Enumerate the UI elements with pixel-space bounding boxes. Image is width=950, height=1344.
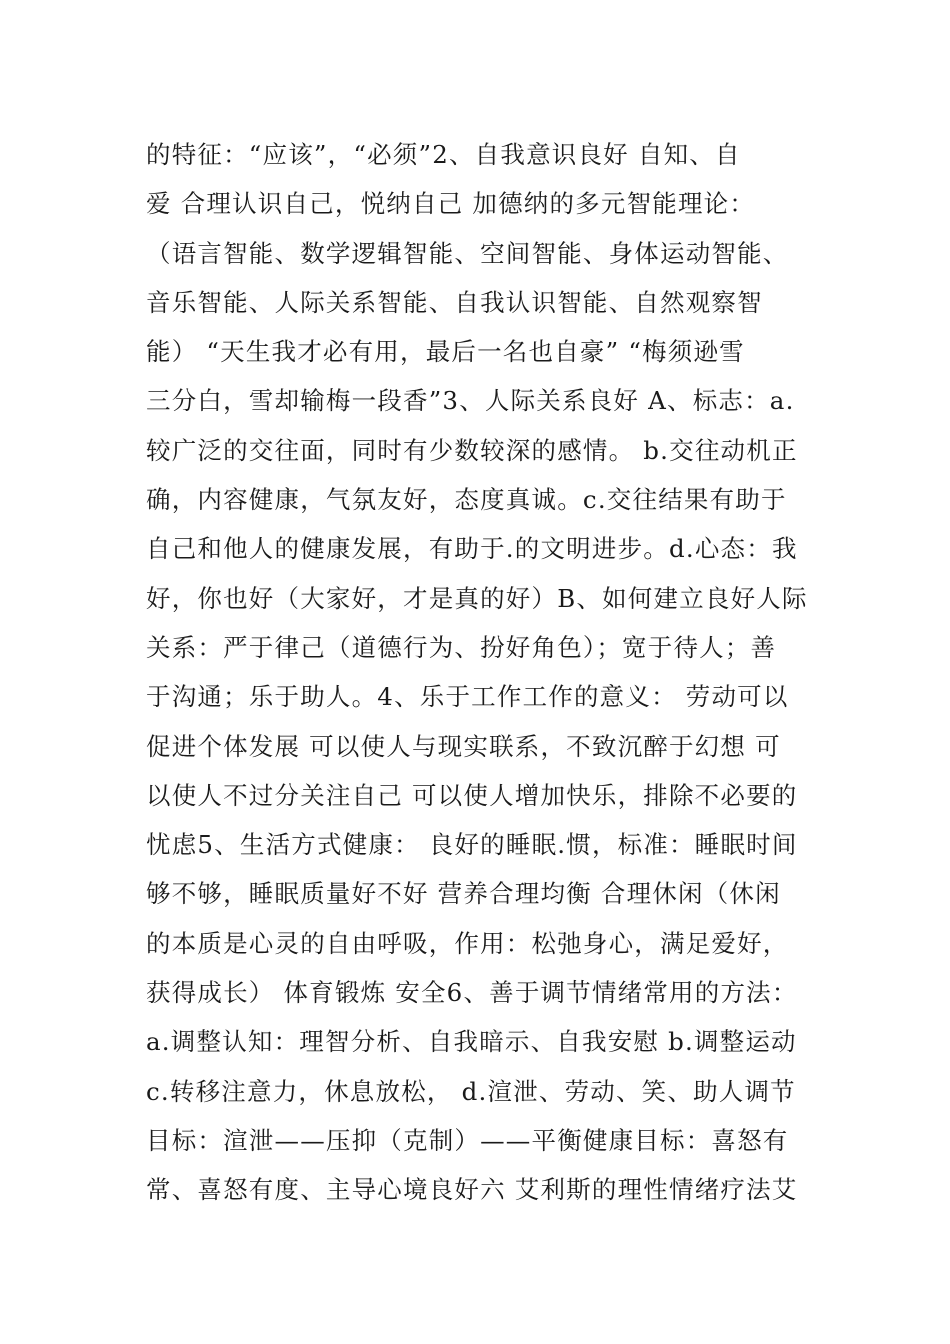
text-line: 确，内容健康，气氛友好，态度真诚。c.交往结果有助于 <box>146 485 787 515</box>
text-line: 音乐智能、人际关系智能、自我认识智能、自然观察智 <box>146 287 763 317</box>
text-line: 三分白，雪却输梅一段香”3、人际关系良好 A、标志：a. <box>146 386 795 416</box>
text-line: 常、喜怒有度、主导心境良好六 艾利斯的理性情绪疗法艾 <box>146 1175 798 1205</box>
text-line: 的特征：“应该”，“必须”2、自我意识良好 自知、自 <box>146 140 741 169</box>
text-line: 以使人不过分关注自己 可以使人增加快乐，排除不必要的 <box>146 780 798 810</box>
text-line: 自己和他人的健康发展，有助于.的文明进步。d.心态：我 <box>146 534 798 564</box>
text-line: 于沟通；乐于助人。4、乐于工作工作的意义： 劳动可以 <box>146 682 789 712</box>
text-line: 能） “天生我才必有用，最后一名也自豪” “梅须逊雪 <box>146 337 745 367</box>
text-line: c.转移注意力，休息放松， d.渲泄、劳动、笑、助人调节 <box>146 1076 796 1106</box>
text-line: 关系：严于律己（道德行为、扮好角色）；宽于待人；善 <box>146 632 777 662</box>
text-line: 获得成长） 体育锻炼 安全6、善于调节情绪常用的方法： <box>146 978 798 1008</box>
text-line: 爱 合理认识自己，悦纳自己 加德纳的多元智能理论： <box>146 189 756 219</box>
text-line: a.调整认知：理智分析、自我暗示、自我安慰 b.调整运动 <box>146 1027 797 1057</box>
text-line: 较广泛的交往面，同时有少数较深的感情。 b.交往动机正 <box>146 435 798 465</box>
text-line: 目标：渲泄——压抑（克制）——平衡健康目标：喜怒有 <box>146 1125 789 1155</box>
text-line: 好，你也好（大家好，才是真的好）B、如何建立良好人际 <box>146 583 808 613</box>
text-line: 忧虑5、生活方式健康： 良好的睡眠.惯，标准：睡眠时间 <box>146 830 798 860</box>
text-line: 的本质是心灵的自由呼吸，作用：松弛身心，满足爱好， <box>146 928 789 958</box>
text-line: 促进个体发展 可以使人与现实联系，不致沉醉于幻想 可 <box>146 731 781 761</box>
text-line: 够不够，睡眠质量好不好 营养合理均衡 合理休闲（休闲 <box>146 879 781 909</box>
text-line: （语言智能、数学逻辑智能、空间智能、身体运动智能、 <box>146 238 789 268</box>
body-text <box>146 130 816 1215</box>
